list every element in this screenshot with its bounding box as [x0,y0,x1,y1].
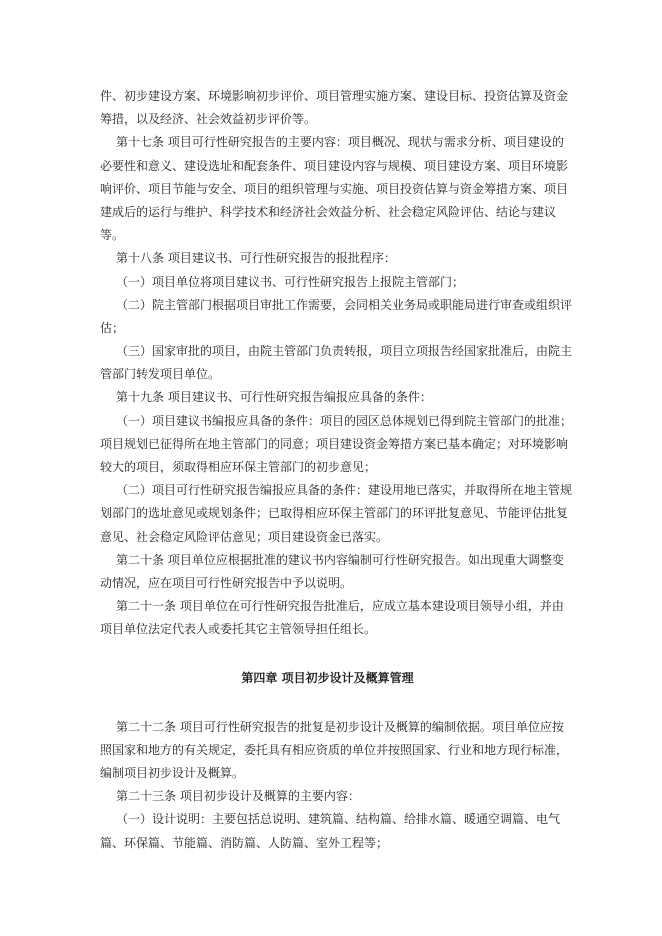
article-20 [100,549,564,595]
paragraph-continued [100,85,569,131]
text-line: （一）设计说明：主要包括总说明、建筑篇、结构篇、给排水篇、暖通空调篇、电气 [116,812,561,827]
text-line: 建成后的运行与维护、科学技术和经济社会效益分析、社会稳定风险评估、结论与建议 [100,204,557,219]
text-line: （二）院主管部门根据项目审批工作需要，会同相关业务局或职能局进行审查或组织评 [116,297,573,312]
text-line: 较大的项目，须取得相应环保主管部门的初步意见； [100,460,377,474]
text-line: 估； [100,320,125,335]
text-line: 划部门的选址意见或规划条件；已取得相应环保主管部门的环评批复意见、节能评估批复 [100,506,569,521]
text-line: 管部门转发项目单位。 [100,367,221,382]
text-line: 必要性和意义、建设选址和配套条件、项目建设内容与规模、项目建设方案、项目环境影 [100,158,569,173]
article-23 [100,785,555,808]
text-line: 编制项目初步设计及概算。 [100,766,245,781]
text-line: 第二十条 项目单位应根据批准的建议书内容编制可行性研究报告。如出现重大调整变 [116,552,564,567]
document-page [100,85,573,855]
text-line: 第十八条 项目建议书、可行性研究报告的报批程序： [116,251,396,266]
text-line: （一）项目单位将项目建议书、可行性研究报告上报院主管部门； [116,274,465,289]
text-line: 项目单位法定代表人或委托其它主管领导担任组长。 [100,622,377,637]
article-18-item-2 [100,294,573,340]
text-line: 第二十三条 项目初步设计及概算的主要内容： [116,789,360,804]
text-line: （一）项目建议书编报应具备的条件：项目的园区总体规划已得到院主管部门的批准； [116,413,573,428]
article-19-item-1 [100,410,573,480]
text-line: 项目规划已征得所在地主管部门的同意；项目建设资金筹措方案已基本确定；对环境影响 [100,436,569,451]
text-line: 第二十二条 项目可行性研究报告的批复是初步设计及概算的编制依据。项目单位应按 [116,719,564,734]
text-line: 筹措，以及经济、社会效益初步评价等。 [100,112,317,127]
text-line: 件、初步建设方案、环境影响初步评价、项目管理实施方案、建设目标、投资估算及资金 [100,89,569,103]
article-18-item-3 [100,340,573,386]
text-line: 第十七条 项目可行性研究报告的主要内容：项目概况、现状与需求分析、项目建设的 [116,135,564,150]
article-23-item-1 [100,808,561,854]
text-line: 意见、社会稳定风险评估意见；项目建设资金已落实。 [100,529,389,544]
article-19 [100,386,555,409]
chapter-heading: 第四章 项目初步设计及概算管理 [241,670,414,685]
article-19-item-2 [100,479,573,549]
text-line: 第二十一条 项目单位在可行性研究报告批准后，应成立基本建设项目领导小组，并由 [116,599,564,614]
text-line: 第十九条 项目建议书、可行性研究报告编报应具备的条件： [116,390,432,405]
article-18 [100,247,555,270]
article-18-item-1 [100,271,555,294]
text-line: （三）国家审批的项目，由院主管部门负责转报，项目立项报告经国家批准后，由院主 [116,344,573,359]
text-line: （二）项目可行性研究报告编报应具备的条件：建设用地已落实，并取得所在地主管规 [116,483,573,498]
text-line: 照国家和地方的有关规定，委托具有相应资质的单位并按照国家、行业和地方现行标准， [100,742,569,757]
article-17 [100,131,569,247]
article-21 [100,595,564,641]
article-22 [100,716,569,786]
text-line: 篇、环保篇、节能篇、消防篇、人防篇、室外工程等； [100,835,389,850]
text-line: 动情况，应在项目可行性研究报告中予以说明。 [100,575,353,590]
text-line: 响评价、项目节能与安全、项目的组织管理与实施、项目投资估算与资金筹措方案、项目 [100,181,569,196]
text-line: 等。 [100,228,125,243]
